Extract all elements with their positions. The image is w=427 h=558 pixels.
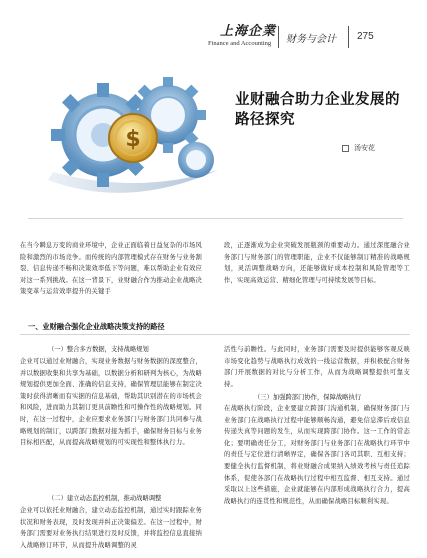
svg-text:$: $ bbox=[125, 127, 141, 152]
section-rule bbox=[20, 334, 410, 335]
header-divider bbox=[348, 26, 349, 48]
header-divider bbox=[278, 26, 279, 48]
author-byline bbox=[342, 143, 412, 155]
subsection-heading: （一）整合多方数据，支持战略规划 bbox=[48, 346, 149, 353]
author-name: 汤安花 bbox=[354, 144, 375, 152]
intro-paragraph-left: 在当今瞬息万变的商业环境中，企业正面临着日益复杂的市场风险和激烈的市场竞争。而传统的内部管理模式存在财务与业务割裂、信息传递不畅和决策效率低下等问题，难以帮助企业有效应对这一系列挑战。在这一背景下，业财融合作为推动企业战略决策变革与运营效率提升的关键手 bbox=[20, 242, 202, 296]
section-title: 一、业财融合强化企业战略决策支持的路径 bbox=[28, 322, 165, 331]
column-name: 财务与会计 bbox=[286, 34, 336, 45]
gears-coin-illustration bbox=[28, 60, 228, 210]
page-number: 275 bbox=[357, 31, 374, 42]
subsection-heading: （三）加强跨部门协作，保障战略执行 bbox=[254, 394, 362, 401]
article-title-line: 路径探究 bbox=[235, 112, 295, 128]
subsection-paragraph: 企业可以通过业财融合，实现业务数据与财务数据的深度整合，并以数据收集和共享为基础，以数据分析和研判为核心，为战略规划提供更加全面、准确的信息支持，确保管理层能够在制定决策时获得清晰而有实据的信息基础，帮助其识别潜在的市场机会和风险，进而助力其制订更具前瞻性和可操作性的战略规划。同时，在这一过程中，企业应要求业务部门与财务部门共同参与战略规划的制订，以跨部门数据对接为抓手，确保财务目标与业务目标相匹配，从而提高战略规划的可实现性和整体执行力。 bbox=[20, 358, 202, 447]
intro-paragraph-right: 段，正逐渐成为企业突破发展瓶颈的重要动力。通过深度融合业务部门与财务部门的管理职能，企业不仅能够制订精准的战略规划，灵活调整战略方向，还能够做好成本控制和风险管理等工作，实现高效运营、精细化管理与可持续发展等目标。 bbox=[224, 242, 410, 284]
right-column-paragraph: 活性与前瞻性。与此同时，业务部门需要及时提供能够客观反映市场变化趋势与战略执行成效的一线运营数据，并积极配合财务部门开展数据的对比与分析工作，从而为战略调整提供可靠支持。 bbox=[224, 346, 410, 388]
subsection-heading: （二）建立动态监控机制，推动战略调整 bbox=[48, 495, 162, 502]
subsection-paragraph: 企业可以依托业财融合，建立动态监控机制，通过实时跟踪业务状况和财务表现，及时发现并纠正决策偏差。在这一过程中，财务部门需要对业务执行结果进行及时反馈，并将监控信息直接纳入战略修订环节，从而提升战略调整的灵 bbox=[20, 507, 202, 549]
section-heading-bar bbox=[20, 320, 410, 336]
magazine-title: 上海企業 bbox=[220, 24, 277, 39]
square-bullet-icon bbox=[342, 145, 349, 152]
article-title-line: 业财融合助力企业发展的 bbox=[235, 92, 400, 108]
right-column-paragraph: 在战略执行阶段，企业要建立跨部门沟通机制，确保财务部门与业务部门在战略执行过程中能够顺畅沟通，避免信息滞后或信息传递失真等问题的发生，从而实现跨部门协作。这一工作的常态化；要明确责任分工，对财务部门与业务部门在战略执行环节中的责任与定位进行清晰界定，确保各部门各司其职、互相支持；要健全执行监督机制，将业财融合成果纳入绩效考核与责任追踪体系，促使各部门在战略执行过程中相互监督、相互支持。通过采取以上这些措施，企业就能够在内部形成战略执行合力，提高战略执行的连贯性和规范性，从而确保战略目标顺利实现。 bbox=[224, 405, 410, 505]
header-rule bbox=[28, 218, 403, 219]
magazine-subtitle: Finance and Accounting bbox=[208, 40, 272, 47]
article-title bbox=[235, 90, 405, 130]
page-header bbox=[0, 0, 427, 52]
